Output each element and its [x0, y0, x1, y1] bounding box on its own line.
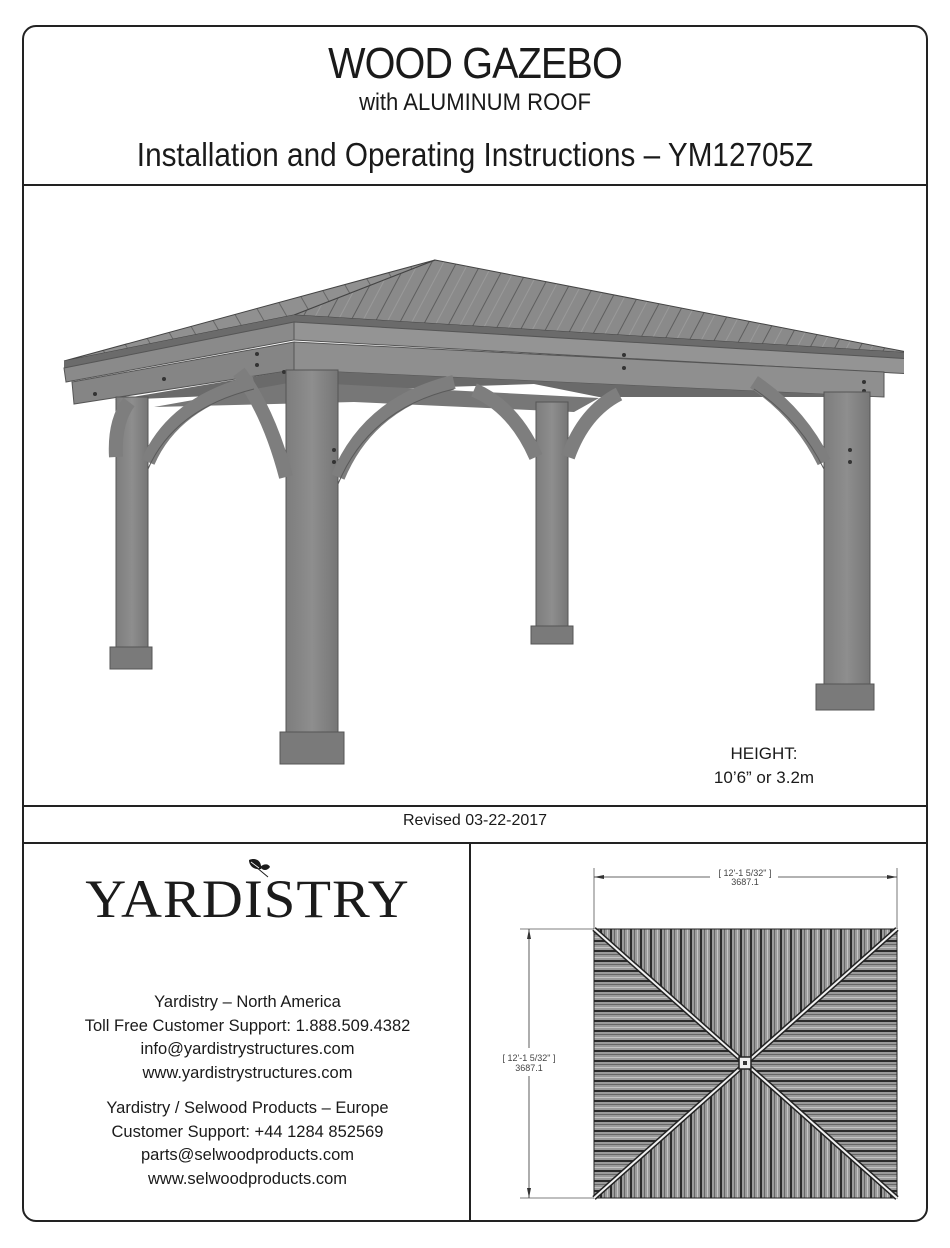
logo-text: YARDISTRY — [85, 869, 410, 929]
contact-phone: Toll Free Customer Support: 1.888.509.4382 — [84, 1016, 411, 1035]
header-divider — [24, 184, 926, 186]
product-title: WOOD GAZEBO — [328, 39, 622, 88]
contact-name: Yardistry – North America — [154, 993, 341, 1011]
height-spec — [664, 742, 864, 790]
depth-imperial: [ 12'-1 5/32" ] — [502, 1053, 556, 1063]
document-heading: Installation and Operating Instructions – YM12705Z — [136, 136, 814, 173]
width-metric: 3687.1 — [731, 877, 759, 887]
contact-phone: Customer Support: +44 1284 852569 — [111, 1122, 384, 1141]
contact-website[interactable]: www.selwoodproducts.com — [148, 1169, 347, 1188]
contact-europe — [24, 1097, 471, 1191]
yardistry-logo — [24, 857, 471, 931]
illustration-divider — [24, 805, 926, 807]
revision-date: Revised 03-22-2017 — [402, 812, 548, 829]
width-imperial: [ 12'-1 5/32" ] — [718, 868, 772, 878]
height-value: 10’6” or 3.2m — [713, 768, 815, 787]
gazebo-illustration — [54, 222, 904, 782]
contact-north-america — [24, 991, 471, 1085]
contact-name: Yardistry / Selwood Products – Europe — [106, 1099, 389, 1117]
roof-plan-diagram — [470, 840, 910, 1210]
depth-metric: 3687.1 — [515, 1063, 543, 1073]
product-subtitle: with ALUMINUM ROOF — [359, 89, 591, 116]
contact-website[interactable]: www.yardistrystructures.com — [142, 1063, 353, 1082]
contact-email[interactable]: info@yardistrystructures.com — [140, 1040, 355, 1058]
contact-email[interactable]: parts@selwoodproducts.com — [140, 1146, 354, 1164]
height-label: HEIGHT: — [730, 744, 798, 763]
